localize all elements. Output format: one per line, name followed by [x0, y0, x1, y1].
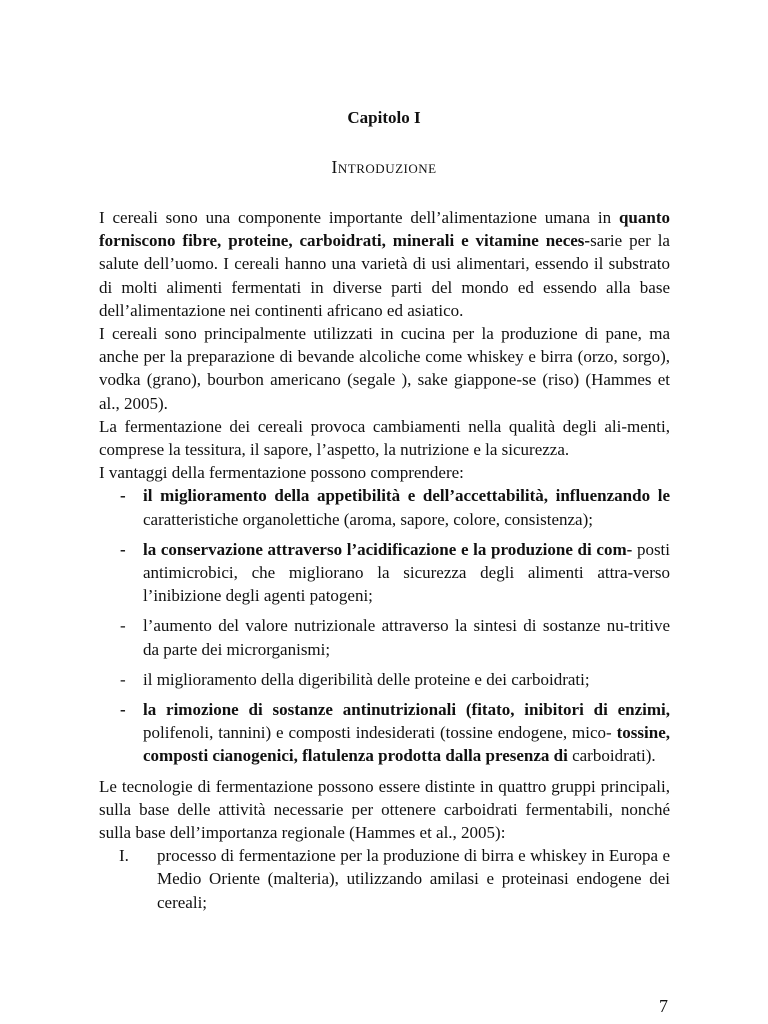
benefit-1-bold: il miglioramento della appetibilità e dell’accettabilità, influenzando le	[143, 486, 670, 506]
body-text	[99, 206, 670, 914]
paragraph-uses: I cereali sono principalmente utilizzati in cucina per la produzione di pane, ma anche per la preparazione di bevande alcoliche come whiskey e birra (orzo, sorgo), vodka (grano), bourbon americano (segale ), sake giappone-se (riso) (Hammes et al., 2005).	[99, 324, 670, 413]
paragraph-intro-rest: sarie per la salute dell’uomo. I cereali hanno una varietà di usi alimentari, essendo il substrato di molti alimenti fermentati in diverse parti del mondo ed essendo alla base dell’alimentazione nei continenti africano ed asiatico.	[99, 231, 670, 320]
list-item	[99, 668, 670, 691]
bullet-marker: -	[120, 700, 126, 720]
paragraph-technologies: Le tecnologie di fermentazione possono essere distinte in quattro gruppi principali, sulla base delle attività necessarie per ottenere carboidrati fermentabili, nonché sulla base dell’importanza regionale (Hammes et al., 2005):	[99, 776, 670, 843]
list-item	[99, 538, 670, 608]
group-1-text: processo di fermentazione per la produzione di birra e whiskey in Europa e Medio Oriente (malteria), utilizzando amilasi e proteinasi endogene dei cereali;	[157, 846, 670, 912]
benefits-list	[99, 484, 670, 767]
list-item	[99, 698, 670, 768]
paragraph-fermentation: La fermentazione dei cereali provoca cambiamenti nella qualità degli ali-menti, comprese la tessitura, il sapore, l’aspetto, la nutrizione e la sicurezza.	[99, 416, 670, 460]
list-item	[99, 614, 670, 660]
list-item	[99, 484, 670, 530]
paragraph-intro-lead: I cereali sono una componente importante dell’alimentazione umana in	[99, 208, 619, 227]
bullet-marker: -	[120, 669, 126, 689]
page-number: 7	[659, 996, 668, 1016]
paragraph-benefits-intro: I vantaggi della fermentazione possono comprendere:	[99, 463, 464, 483]
list-item	[99, 844, 670, 914]
bullet-marker: -	[120, 486, 126, 506]
paragraph-intro	[99, 206, 670, 322]
benefit-5-mid: polifenoli, tannini) e composti indesiderati (tossine endogene, mico-	[143, 723, 612, 743]
benefit-5-end: carboidrati).	[572, 746, 656, 766]
benefit-4: il miglioramento della digeribilità delle proteine e dei carboidrati;	[143, 669, 590, 689]
benefit-5-bold-2: tossine, composti cianogenici, flatulenza prodotta dalla presenza di	[143, 723, 670, 766]
paragraph-intro-bold: quanto forniscono fibre, proteine, carboidrati, minerali e vitamine neces-	[99, 208, 670, 251]
groups-list	[99, 844, 670, 914]
chapter-title: Introduzione	[331, 157, 437, 177]
roman-marker: I.	[119, 846, 129, 866]
bullet-marker: -	[120, 616, 126, 636]
bullet-marker: -	[120, 539, 126, 559]
benefit-5-bold: la rimozione di sostanze antinutrizionali (fitato, inibitori di enzimi,	[143, 700, 670, 720]
benefit-3: l’aumento del valore nutrizionale attraverso la sintesi di sostanze nu-tritive da parte dei microrganismi;	[143, 616, 670, 659]
benefit-2-bold: la conservazione attraverso l’acidificazione e la produzione di com-	[143, 539, 633, 559]
chapter-label: Capitolo I	[347, 108, 421, 127]
benefit-1-rest: caratteristiche organolettiche (aroma, sapore, colore, consistenza);	[143, 509, 593, 529]
benefit-2-rest: posti antimicrobici, che migliorano la sicurezza degli alimenti attra-verso l’inibizione degli agenti patogeni;	[143, 539, 670, 606]
